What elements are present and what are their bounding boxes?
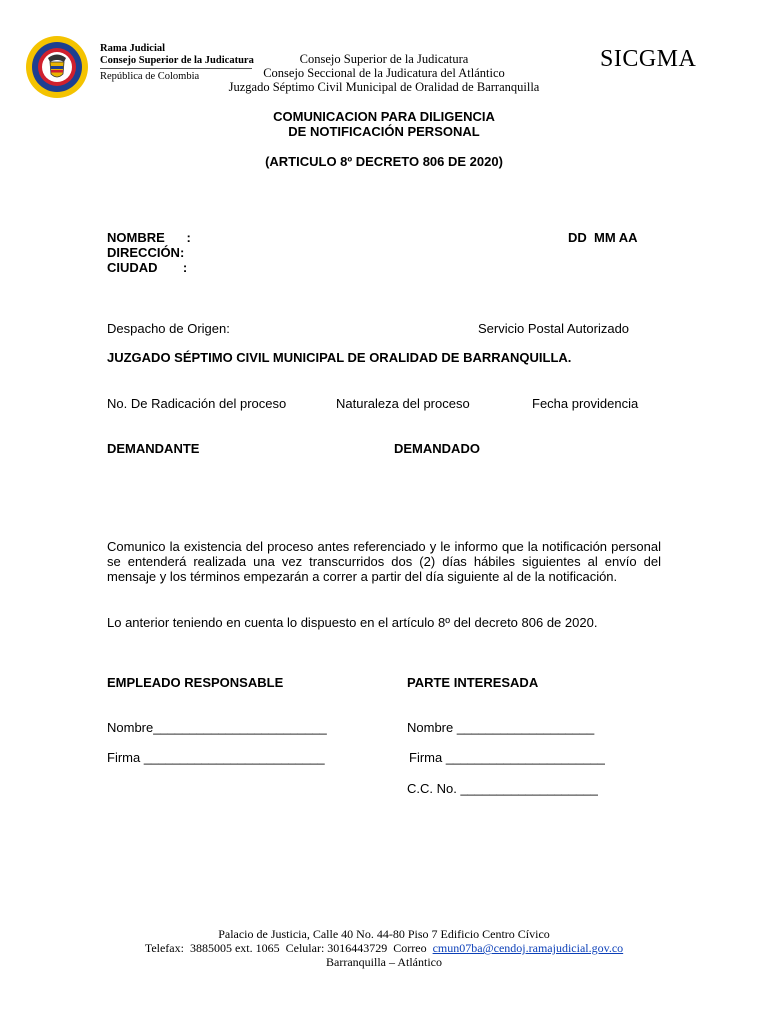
- brand-sicgma: SICGMA: [600, 46, 697, 72]
- demandado-label: DEMANDADO: [394, 441, 480, 456]
- direccion-label: DIRECCIÓN:: [107, 245, 185, 260]
- naturaleza-label: Naturaleza del proceso: [336, 396, 470, 411]
- footer-email-link[interactable]: cmun07ba@cendoj.ramajudicial.gov.co: [432, 941, 624, 955]
- radicacion-label: No. De Radicación del proceso: [107, 396, 287, 411]
- right-firma-line: Firma ______________________: [409, 750, 605, 765]
- header-line-2: Consejo Seccional de la Judicatura del Atlántico: [263, 66, 505, 80]
- juzgado-name: JUZGADO SÉPTIMO CIVIL MUNICIPAL DE ORALIDAD DE BARRANQUILLA.: [107, 350, 572, 365]
- logo-line-1: Rama Judicial: [100, 43, 166, 54]
- header-line-1: Consejo Superior de la Judicatura: [299, 52, 469, 66]
- logo-line-2: Consejo Superior de la Judicatura: [100, 55, 254, 66]
- footer-city: Barranquilla – Atlántico: [326, 955, 442, 969]
- fecha-providencia-label: Fecha providencia: [532, 396, 639, 411]
- header-line-3: Juzgado Séptimo Civil Municipal de Oralidad de Barranquilla: [228, 80, 540, 94]
- footer-address: Palacio de Justicia, Calle 40 No. 44-80 Piso 7 Edificio Centro Cívico: [218, 927, 550, 941]
- left-nombre-line: Nombre________________________: [107, 720, 327, 735]
- demandante-label: DEMANDANTE: [107, 441, 200, 456]
- parte-interesada-title: PARTE INTERESADA: [407, 675, 539, 690]
- footer-phones: Telefax: 3885005 ext. 1065 Celular: 3016443729 Correo: [144, 941, 433, 955]
- servicio-postal-label: Servicio Postal Autorizado: [478, 321, 630, 336]
- right-cc-line: C.C. No. ___________________: [407, 781, 598, 796]
- right-nombre-line: Nombre ___________________: [407, 720, 595, 735]
- nombre-label: NOMBRE :: [107, 230, 191, 245]
- empleado-responsable-title: EMPLEADO RESPONSABLE: [107, 675, 284, 690]
- date-header: DD MM AA: [568, 230, 638, 245]
- title-line-3: (ARTICULO 8º DECRETO 806 DE 2020): [265, 154, 503, 169]
- body-paragraph-1: Comunico la existencia del proceso antes referenciado y le informo que la notificación personal se entenderá realizada una vez transcurridos dos (2) días hábiles siguientes al envío del mensaje y los términos empezarán a correr a partir del día siguiente al de la notificación.: [107, 539, 661, 584]
- ciudad-label: CIUDAD :: [107, 260, 188, 275]
- title-line-2: DE NOTIFICACIÓN PERSONAL: [288, 124, 480, 139]
- despacho-origen-label: Despacho de Origen:: [107, 321, 230, 336]
- header-institution: [150, 52, 618, 94]
- title-line-1: COMUNICACION PARA DILIGENCIA: [273, 109, 495, 124]
- left-firma-line: Firma _________________________: [107, 750, 325, 765]
- colombia-coat-of-arms-logo: [24, 34, 90, 100]
- footer-contact: [100, 941, 668, 955]
- body-paragraph-2: Lo anterior teniendo en cuenta lo dispuesto en el artículo 8º del decreto 806 de 2020.: [107, 615, 598, 630]
- logo-line-3: República de Colombia: [100, 71, 200, 82]
